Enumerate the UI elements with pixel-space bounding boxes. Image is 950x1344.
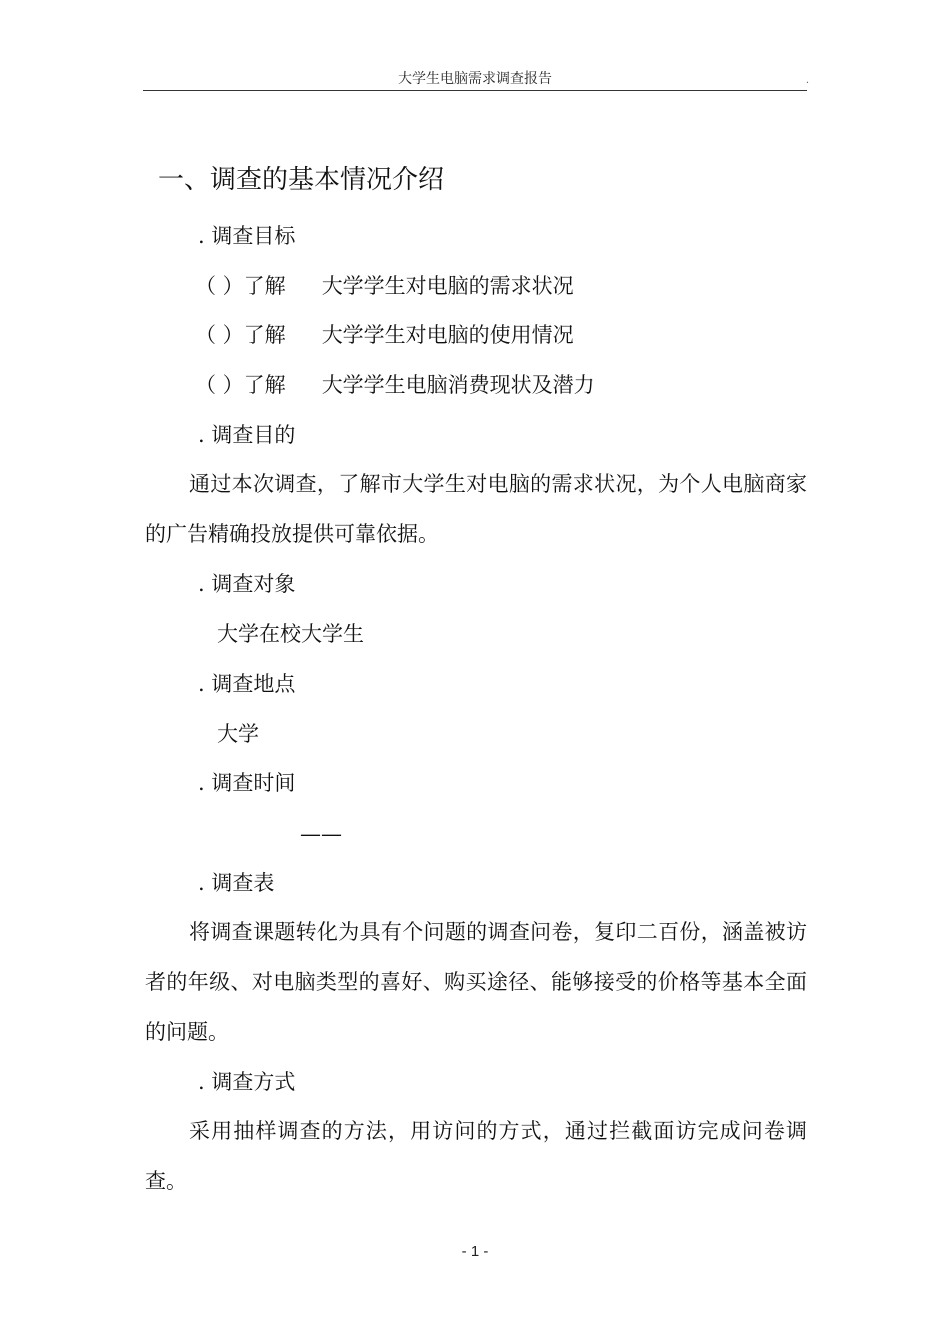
time-title: . 调查时间 xyxy=(198,771,296,795)
form-text-rest: 个问题的调查问卷，复印二百份，涵盖被访者的年级、对电脑类型的喜好、购买途径、能够接受的价格等基本全面的问题。 xyxy=(145,920,808,1044)
header-mark: . xyxy=(805,75,809,86)
goal-item-1-text: 大学学生对电脑的需求状况 xyxy=(321,274,574,298)
section-heading: 一、调查的基本情况介绍 xyxy=(158,165,445,195)
goal-title: . 调查目标 xyxy=(198,224,296,248)
target-value: 大学在校大学生 xyxy=(217,622,364,646)
goal-item-3-text: 大学学生电脑消费现状及潜力 xyxy=(321,373,595,397)
method-title: . 调查方式 xyxy=(198,1070,296,1094)
header-title: 大学生电脑需求调查报告 xyxy=(398,71,552,87)
method-paragraph: 采用抽样调查的方法，用访问的方式，通过拦截面访完成问卷调查。 xyxy=(145,1119,807,1193)
goal-item-2 xyxy=(195,321,574,349)
target-title: . 调查对象 xyxy=(198,572,296,596)
location-value: 大学 xyxy=(217,722,259,746)
form-text-lead: 将调查课题转化为具有 xyxy=(189,920,403,944)
goal-item-1-prefix: （ ）了解 xyxy=(195,274,286,298)
form-paragraph xyxy=(145,907,807,1057)
purpose-title: . 调查目的 xyxy=(198,423,296,447)
page-number: - 1 - xyxy=(461,1243,489,1260)
time-value: —— xyxy=(300,822,342,846)
goal-item-2-prefix: （ ）了解 xyxy=(195,323,286,347)
purpose-text-rest: 市大学生对电脑的需求状况，为个人电脑商家的广告精确投放提供可靠依据。 xyxy=(145,472,808,546)
purpose-text-lead: 通过本次调查，了解 xyxy=(189,472,381,496)
goal-item-3-prefix: （ ）了解 xyxy=(195,373,286,397)
purpose-paragraph xyxy=(145,459,807,559)
goal-item-1 xyxy=(195,272,574,300)
page-header xyxy=(143,68,807,91)
goal-item-3 xyxy=(195,371,595,399)
goal-item-2-text: 大学学生对电脑的使用情况 xyxy=(321,323,574,347)
form-title: . 调查表 xyxy=(198,871,275,895)
location-title: . 调查地点 xyxy=(198,672,296,696)
